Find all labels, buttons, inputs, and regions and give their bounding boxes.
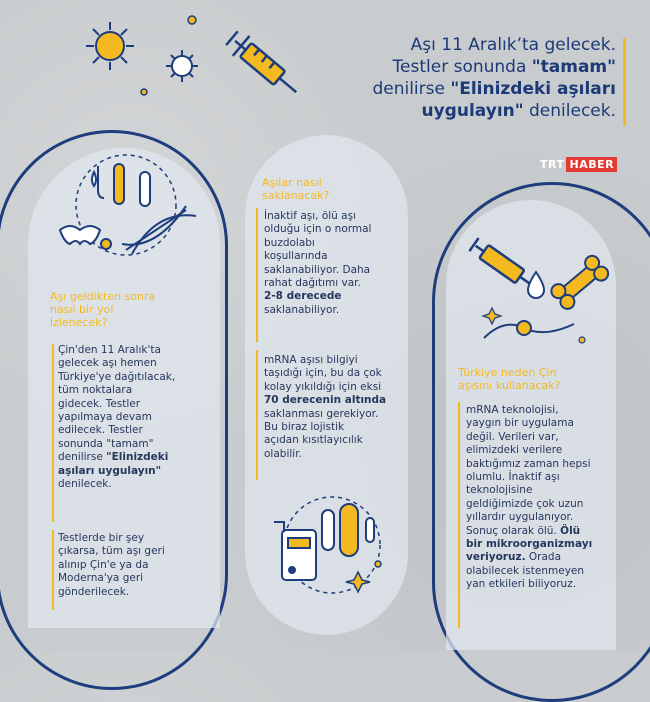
text-bold: veriyoruz.: [466, 551, 526, 564]
accent-bar: [458, 402, 460, 628]
accent-bar: [52, 530, 54, 610]
text-bold: 2-8 derecede: [264, 290, 342, 303]
text-line: taşıdığı için, bu da çok: [264, 367, 382, 380]
trt-haber-logo: [540, 158, 617, 171]
text-line: Sonuç olarak ölü.: [466, 524, 561, 537]
text-line: olduğu için o normal: [264, 223, 372, 236]
text-line: Moderna'ya geri: [58, 572, 144, 585]
text-line: yaygın bir uygulama: [466, 417, 574, 430]
drop-icon: [528, 272, 544, 298]
virus-icon: [70, 14, 230, 104]
text-line: açıdan kısıtlayıcılık: [264, 434, 363, 447]
text-line: yan etkileri biliyoruz.: [466, 578, 577, 591]
text-line: mRNA aşısı bilgiyi: [264, 354, 358, 366]
question-line: saklanacak?: [262, 189, 330, 202]
accent-bar: [256, 350, 258, 480]
text-line: saklanabiliyor. Daha: [264, 263, 371, 276]
logo-badge: HABER: [566, 157, 617, 172]
text-line: buzdolabı: [264, 236, 315, 249]
headline-line: Testler sonunda: [392, 57, 532, 77]
headline-bold: "Elinizdeki aşıları: [450, 79, 616, 99]
test-tubes-icon: [46, 150, 206, 260]
text-line: mRNA teknolojisi,: [466, 404, 559, 416]
headline-bold: "tamam": [531, 57, 616, 77]
text-line: Orada: [525, 551, 562, 564]
logo-text: TRT: [540, 158, 565, 171]
question-line: nasıl bir yol: [50, 303, 114, 316]
text-line: edilecek. Testler: [58, 424, 143, 437]
text-bold: aşıları uygulayın": [58, 464, 162, 477]
text-line: değil. Verileri var,: [466, 430, 559, 443]
text-line: tüm noktalara: [58, 384, 133, 397]
text-line: Bu biraz lojistik: [264, 421, 345, 434]
text-line: Testlerde bir şey: [58, 532, 145, 544]
headline-line: denilecek.: [523, 101, 616, 121]
text-line: yapılmaya devam: [58, 411, 152, 424]
headline-line: Aşı 11 Aralık’ta gelecek.: [410, 35, 616, 55]
text-line: gidecek. Testler: [58, 397, 141, 410]
lab-equipment-icon: [262, 490, 402, 600]
text-line: olabilecek istenmeyen: [466, 564, 585, 577]
text-line: alınıp Çin'e ya da: [58, 558, 149, 571]
text-line: elimizdeki verilere: [466, 444, 563, 457]
question-line: Türkiye neden Çin: [458, 366, 557, 379]
text-line: olabilir.: [264, 447, 302, 460]
text-line: Türkiye'ye dağıtılacak,: [58, 370, 176, 383]
headline: [216, 34, 616, 122]
text-bold: 70 derecenin altında: [264, 394, 387, 407]
text-line: sonunda "tamam": [58, 437, 154, 450]
question-line: Aşı geldikten sonra: [50, 290, 156, 303]
text-line: çıkarsa, tüm aşı geri: [58, 545, 165, 558]
text-line: koşullarında: [264, 250, 328, 263]
question-storage: [262, 176, 402, 202]
text-line: yıllardır uygulanıyor.: [466, 511, 574, 524]
text-line: İnaktif aşı, ölü aşı: [264, 210, 356, 222]
headline-bold: uygulayın": [421, 101, 524, 121]
question-line: aşısını kullanacak?: [458, 379, 561, 392]
text-line: saklanması gerekiyor.: [264, 407, 379, 420]
question-line: izlenecek?: [50, 316, 108, 329]
paragraph: [264, 354, 409, 461]
paragraph: [58, 532, 208, 599]
text-bold: bir mikroorganizmayı: [466, 538, 593, 551]
dna-icon: [122, 206, 196, 254]
text-line: saklanabiliyor.: [264, 303, 340, 316]
question-line: Aşılar nasıl: [262, 176, 322, 189]
injection-icon: [464, 228, 614, 358]
text-line: olumlu. İnaktif aşı: [466, 471, 560, 484]
text-line: teknolojisine: [466, 484, 533, 497]
text-line: denilecek.: [58, 478, 112, 491]
text-line: kolay yıkıldığı için eksi: [264, 380, 382, 393]
question-how: [50, 290, 200, 329]
text-line: Çin'den 11 Aralık'ta: [58, 344, 161, 356]
bone-icon: [549, 253, 611, 312]
text-line: baktığımız zaman hepsi: [466, 457, 591, 470]
text-line: gönderilecek.: [58, 585, 130, 598]
headline-line: denilirse: [372, 79, 451, 99]
text-bold: "Elinizdeki: [106, 451, 169, 464]
accent-bar: [52, 344, 54, 522]
paragraph: [264, 210, 404, 317]
accent-bar: [256, 208, 258, 342]
headline-accent-bar: [623, 38, 626, 126]
question-why: [458, 366, 608, 392]
text-line: geldiğimizde çok uzun: [466, 497, 584, 510]
paragraph: [466, 404, 626, 592]
text-line: gelecek aşı hemen: [58, 357, 157, 370]
paragraph: [58, 344, 208, 491]
text-line: rahat dağıtımı var.: [264, 277, 361, 290]
text-bold: Ölü: [560, 524, 581, 537]
text-line: denilirse: [58, 451, 107, 464]
